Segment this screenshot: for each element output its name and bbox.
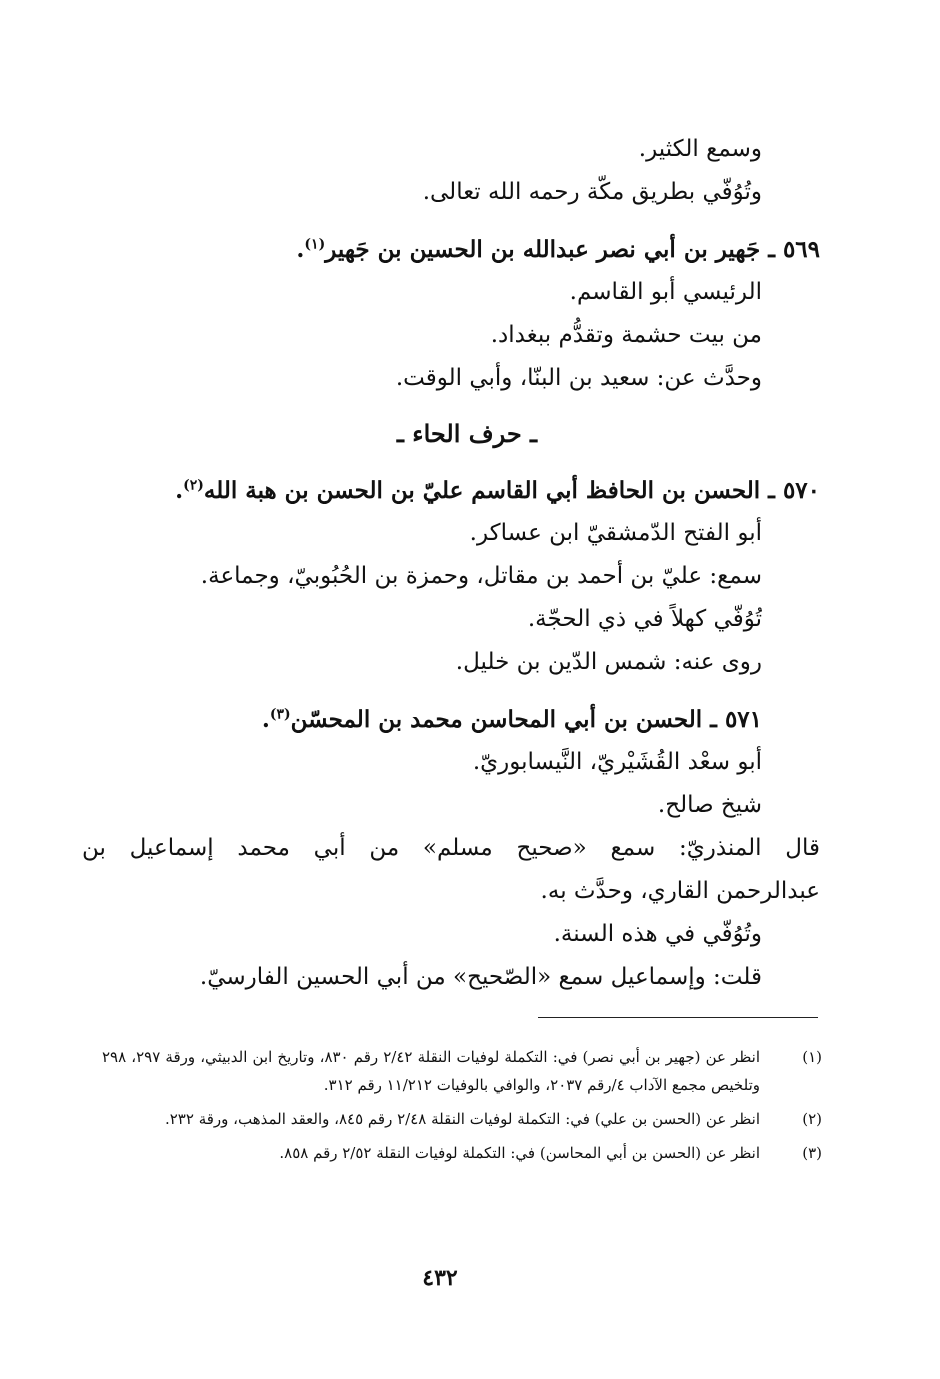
footnote: [102, 1105, 822, 1133]
footnote: [102, 1043, 822, 1099]
footnote-number: (٢): [802, 1110, 822, 1128]
footnote: [102, 1139, 822, 1167]
entry-heading-text: ٥٧٠ ـ الحسن بن الحافظ أبي القاسم عليّ بن الحسن بن هبة الله: [203, 477, 820, 504]
text-line: وحدَّث عن: سعيد بن البنّا، وأبي الوقت.: [395, 365, 762, 391]
entry-heading-570: [82, 469, 820, 512]
entry-heading-text: ٥٦٩ ـ جَهير بن أبي نصر عبدالله بن الحسين بن جَهير: [325, 236, 820, 263]
entry-heading-end: .: [261, 706, 270, 733]
text-line: وسمع الكثير.: [638, 136, 762, 162]
text-line: عبدالرحمن القاري، وحدَّث به.: [540, 878, 820, 904]
footnote-number: (١): [802, 1048, 822, 1066]
footnote-number: (٣): [802, 1144, 822, 1162]
entry-heading-569: [82, 228, 820, 271]
text-line: سمع: عليّ بن أحمد بن مقاتل، وحمزة بن الحُبُوبيّ، وجماعة.: [200, 563, 762, 589]
section-heading: ـ حرف الحاء ـ: [396, 419, 538, 448]
text-line: الرئيسي أبو القاسم.: [569, 279, 762, 305]
footnote-text: انظر عن (جهير بن أبي نصر) في: التكملة لوفيات النقلة ٢/٤٢ رقم ٨٣٠، وتاريخ ابن الدبيثي، ورقة ٢٩٧، ٢٩٨ وتلخيص مجمع الآداب ٤/رقم ٢٠٣٧، والوافي بالوفيات ١١/٢١٢ رقم ٣١٢.: [102, 1048, 760, 1094]
entry-heading-end: .: [175, 477, 184, 504]
footnote-text: انظر عن (الحسن بن أبي المحاسن) في: التكملة لوفيات النقلة ٢/٥٢ رقم ٨٥٨.: [279, 1144, 760, 1162]
footnote-ref: (٢): [183, 477, 204, 494]
text-line: أبو الفتح الدّمشقيّ ابن عساكر.: [469, 520, 762, 546]
text-line: قلت: وإسماعيل سمع «الصّحيح» من أبي الحسين الفارسيّ.: [199, 964, 762, 990]
text-line: قال المنذريّ: سمع «صحيح مسلم» من أبي محمد إسماعيل بن: [82, 835, 820, 861]
page-number: ٤٣٢: [422, 1265, 458, 1291]
footnote-ref: (٣): [269, 706, 291, 723]
text-line: من بيت حشمة وتقدُّم ببغداد.: [490, 322, 762, 348]
footnotes: [102, 1043, 822, 1173]
entry-heading-end: .: [296, 236, 305, 263]
main-text: [82, 128, 820, 999]
entry-heading-text: ٥٧١ ـ الحسن بن أبي المحاسن محمد بن المحسّن: [290, 706, 762, 733]
entry-heading-571: [82, 698, 762, 741]
text-line: وتُوُفّي بطريق مكّة رحمه الله تعالى.: [422, 179, 762, 205]
text-line: شيخ صالح.: [657, 792, 762, 818]
footnote-ref: (١): [304, 236, 326, 253]
text-line: أبو سعْد القُشَيْريّ، النَّيسابوريّ.: [472, 749, 762, 775]
footnote-text: انظر عن (الحسن بن علي) في: التكملة لوفيات النقلة ٢/٤٨ رقم ٨٤٥، والعقد المذهب، ورقة ٢٣٢.: [164, 1110, 760, 1128]
footnote-divider: [538, 1017, 818, 1018]
text-line: روى عنه: شمس الدّين بن خليل.: [455, 649, 762, 675]
text-line: تُوُفّي كهلاً في ذي الحجّة.: [527, 606, 762, 632]
text-line: وتُوُفّي في هذه السنة.: [553, 921, 762, 947]
